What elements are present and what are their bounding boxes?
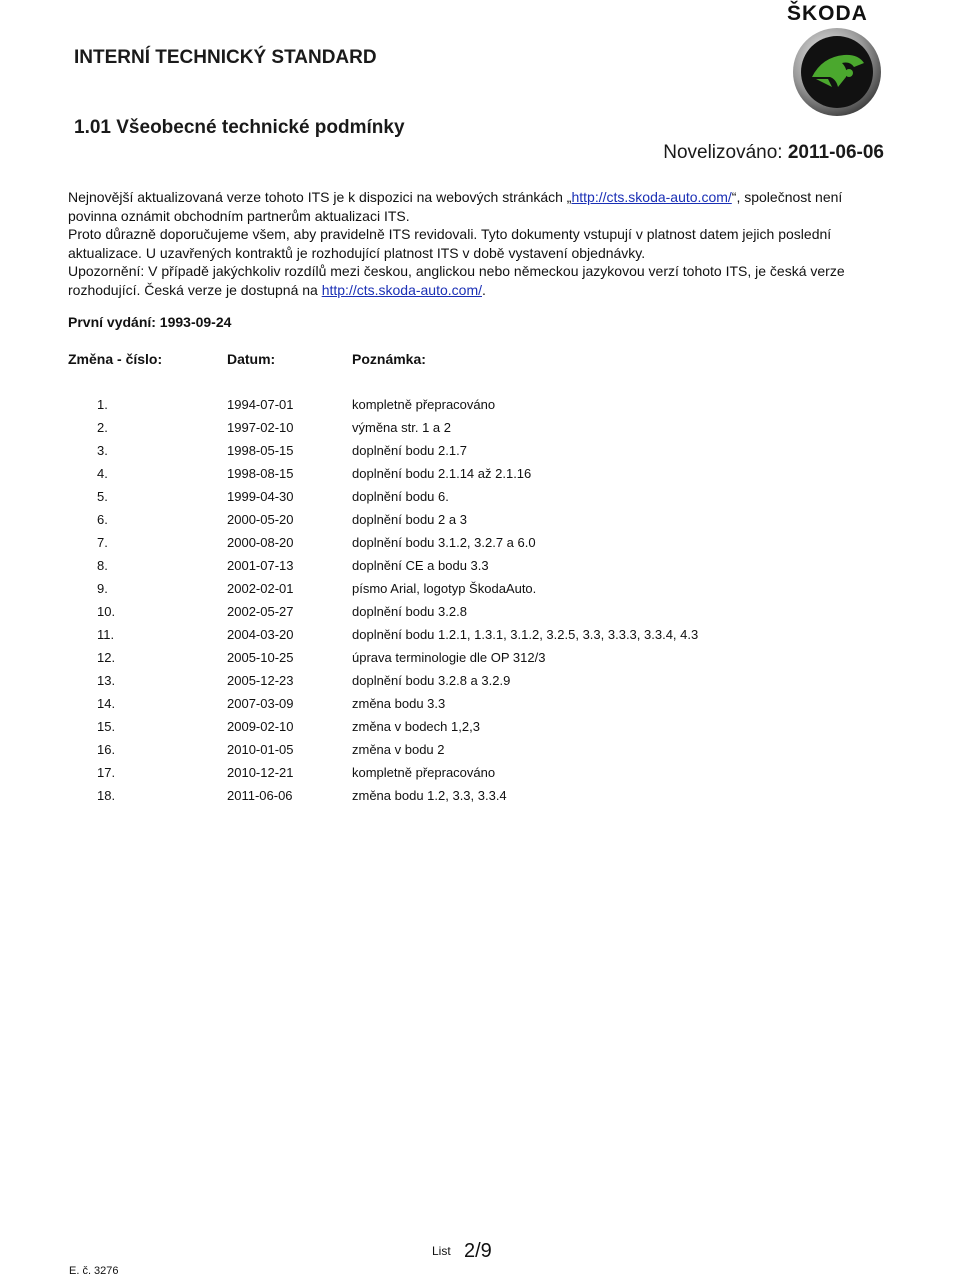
website-link[interactable]: http://cts.skoda-auto.com/ xyxy=(571,189,732,205)
change-date: 2011-06-06 xyxy=(227,788,293,803)
first-issue-date: První vydání: 1993-09-24 xyxy=(68,314,232,330)
change-date: 2001-07-13 xyxy=(227,558,294,573)
change-number: 10. xyxy=(97,604,116,619)
change-number: 13. xyxy=(97,673,116,688)
table-row xyxy=(0,420,960,443)
website-link[interactable]: http://cts.skoda-auto.com/ xyxy=(321,281,482,298)
change-note: změna bodu 3.3 xyxy=(352,696,446,711)
change-number: 8. xyxy=(97,558,108,573)
table-row xyxy=(0,558,960,581)
table-row xyxy=(0,696,960,719)
change-note: doplnění CE a bodu 3.3 xyxy=(352,558,489,573)
change-number: 12. xyxy=(97,650,116,665)
column-header-date: Datum: xyxy=(227,351,276,367)
change-note: úprava terminologie dle OP 312/3 xyxy=(352,650,546,665)
document-title: INTERNÍ TECHNICKÝ STANDARD xyxy=(74,47,377,68)
table-row xyxy=(0,397,960,420)
change-number: 14. xyxy=(97,696,116,711)
change-date: 2000-08-20 xyxy=(227,535,294,550)
table-row xyxy=(0,765,960,788)
intro-paragraph-1 xyxy=(68,188,888,225)
change-note: kompletně přepracováno xyxy=(352,765,496,780)
change-note: doplnění bodu 3.1.2, 3.2.7 a 6.0 xyxy=(352,535,536,550)
column-header-note: Poznámka: xyxy=(352,351,426,367)
table-row xyxy=(0,650,960,673)
intro-notes xyxy=(68,188,888,299)
notice-text: Upozornění: V případě jakýchkoliv rozdílů mezi českou, anglickou nebo německou jazykovou verzí tohoto ITS, je česká verze rozhodující. Česká verze je dostupná na xyxy=(68,263,845,298)
change-number: 16. xyxy=(97,742,116,757)
change-date: 2004-03-20 xyxy=(227,627,294,642)
table-row xyxy=(0,788,960,811)
change-number: 1. xyxy=(97,397,108,412)
change-date: 2005-12-23 xyxy=(227,673,294,688)
table-row xyxy=(0,742,960,765)
change-note: doplnění bodu 3.2.8 xyxy=(352,604,467,619)
table-row xyxy=(0,581,960,604)
revision-date xyxy=(663,142,884,164)
table-row xyxy=(0,512,960,535)
skoda-logo-icon xyxy=(792,27,882,117)
change-date: 1999-04-30 xyxy=(227,489,294,504)
revised-label: Novelizováno: xyxy=(663,142,783,163)
change-number: 2. xyxy=(97,420,108,435)
change-date: 1998-08-15 xyxy=(227,466,294,481)
intro-text: Nejnovější aktualizovaná verze tohoto ITS je k dispozici na webových stránkách „ xyxy=(68,189,572,205)
change-note: doplnění bodu 1.2.1, 1.3.1, 3.1.2, 3.2.5, 3.3, 3.3.3, 3.3.4, 4.3 xyxy=(352,627,699,642)
change-note: doplnění bodu 3.2.8 a 3.2.9 xyxy=(352,673,511,688)
change-note: doplnění bodu 2 a 3 xyxy=(352,512,467,527)
table-row xyxy=(0,535,960,558)
change-number: 9. xyxy=(97,581,108,596)
change-number: 17. xyxy=(97,765,116,780)
brand-wordmark: ŠKODA xyxy=(787,2,868,25)
table-row xyxy=(0,627,960,650)
change-note: doplnění bodu 2.1.14 až 2.1.16 xyxy=(352,466,532,481)
intro-text: “, společnost není povinna oznámit obchodním partnerům aktualizaci ITS. xyxy=(68,189,843,224)
change-number: 5. xyxy=(97,489,108,504)
footer-page-number: 2/9 xyxy=(464,1240,492,1262)
column-header-change-number: Změna - číslo: xyxy=(68,351,163,367)
change-note: změna bodu 1.2, 3.3, 3.3.4 xyxy=(352,788,507,803)
change-date: 2010-01-05 xyxy=(227,742,294,757)
notice-text: . xyxy=(482,281,486,298)
change-number: 3. xyxy=(97,443,108,458)
footer-list-label: List xyxy=(432,1244,451,1258)
change-log-table xyxy=(0,397,960,811)
change-number: 11. xyxy=(97,627,115,642)
table-row xyxy=(0,604,960,627)
change-date: 2009-02-10 xyxy=(227,719,294,734)
change-date: 2010-12-21 xyxy=(227,765,294,780)
change-date: 1994-07-01 xyxy=(227,397,294,412)
table-row xyxy=(0,443,960,466)
change-number: 18. xyxy=(97,788,116,803)
change-number: 7. xyxy=(97,535,108,550)
table-row xyxy=(0,673,960,696)
change-note: doplnění bodu 6. xyxy=(352,489,449,504)
change-date: 2000-05-20 xyxy=(227,512,294,527)
change-number: 15. xyxy=(97,719,116,734)
footer-document-number: E. č. 3276 xyxy=(69,1265,119,1277)
document-subtitle: 1.01 Všeobecné technické podmínky xyxy=(74,117,405,138)
change-number: 4. xyxy=(97,466,108,481)
table-row xyxy=(0,489,960,512)
change-note: kompletně přepracováno xyxy=(352,397,496,412)
table-row xyxy=(0,719,960,742)
table-row xyxy=(0,466,960,489)
change-date: 2002-05-27 xyxy=(227,604,294,619)
revised-date-value: 2011-06-06 xyxy=(787,142,884,163)
change-note: písmo Arial, logotyp ŠkodaAuto. xyxy=(352,581,537,596)
change-date: 1997-02-10 xyxy=(227,420,294,435)
change-number: 6. xyxy=(97,512,108,527)
intro-paragraph-2: Proto důrazně doporučujeme všem, aby pravidelně ITS revidovali. Tyto dokumenty vstupují v platnost datem jejich poslední aktualizace. U uzavřených kontraktů je rozhodující platnost ITS v době vystavení objednávky. xyxy=(68,226,832,261)
intro-paragraph-3 xyxy=(68,262,888,299)
change-note: změna v bodu 2 xyxy=(352,742,445,757)
change-date: 2007-03-09 xyxy=(227,696,294,711)
change-note: doplnění bodu 2.1.7 xyxy=(352,443,467,458)
change-note: změna v bodech 1,2,3 xyxy=(352,719,480,734)
change-date: 2005-10-25 xyxy=(227,650,294,665)
change-date: 1998-05-15 xyxy=(227,443,294,458)
change-note: výměna str. 1 a 2 xyxy=(352,420,451,435)
change-date: 2002-02-01 xyxy=(227,581,294,596)
